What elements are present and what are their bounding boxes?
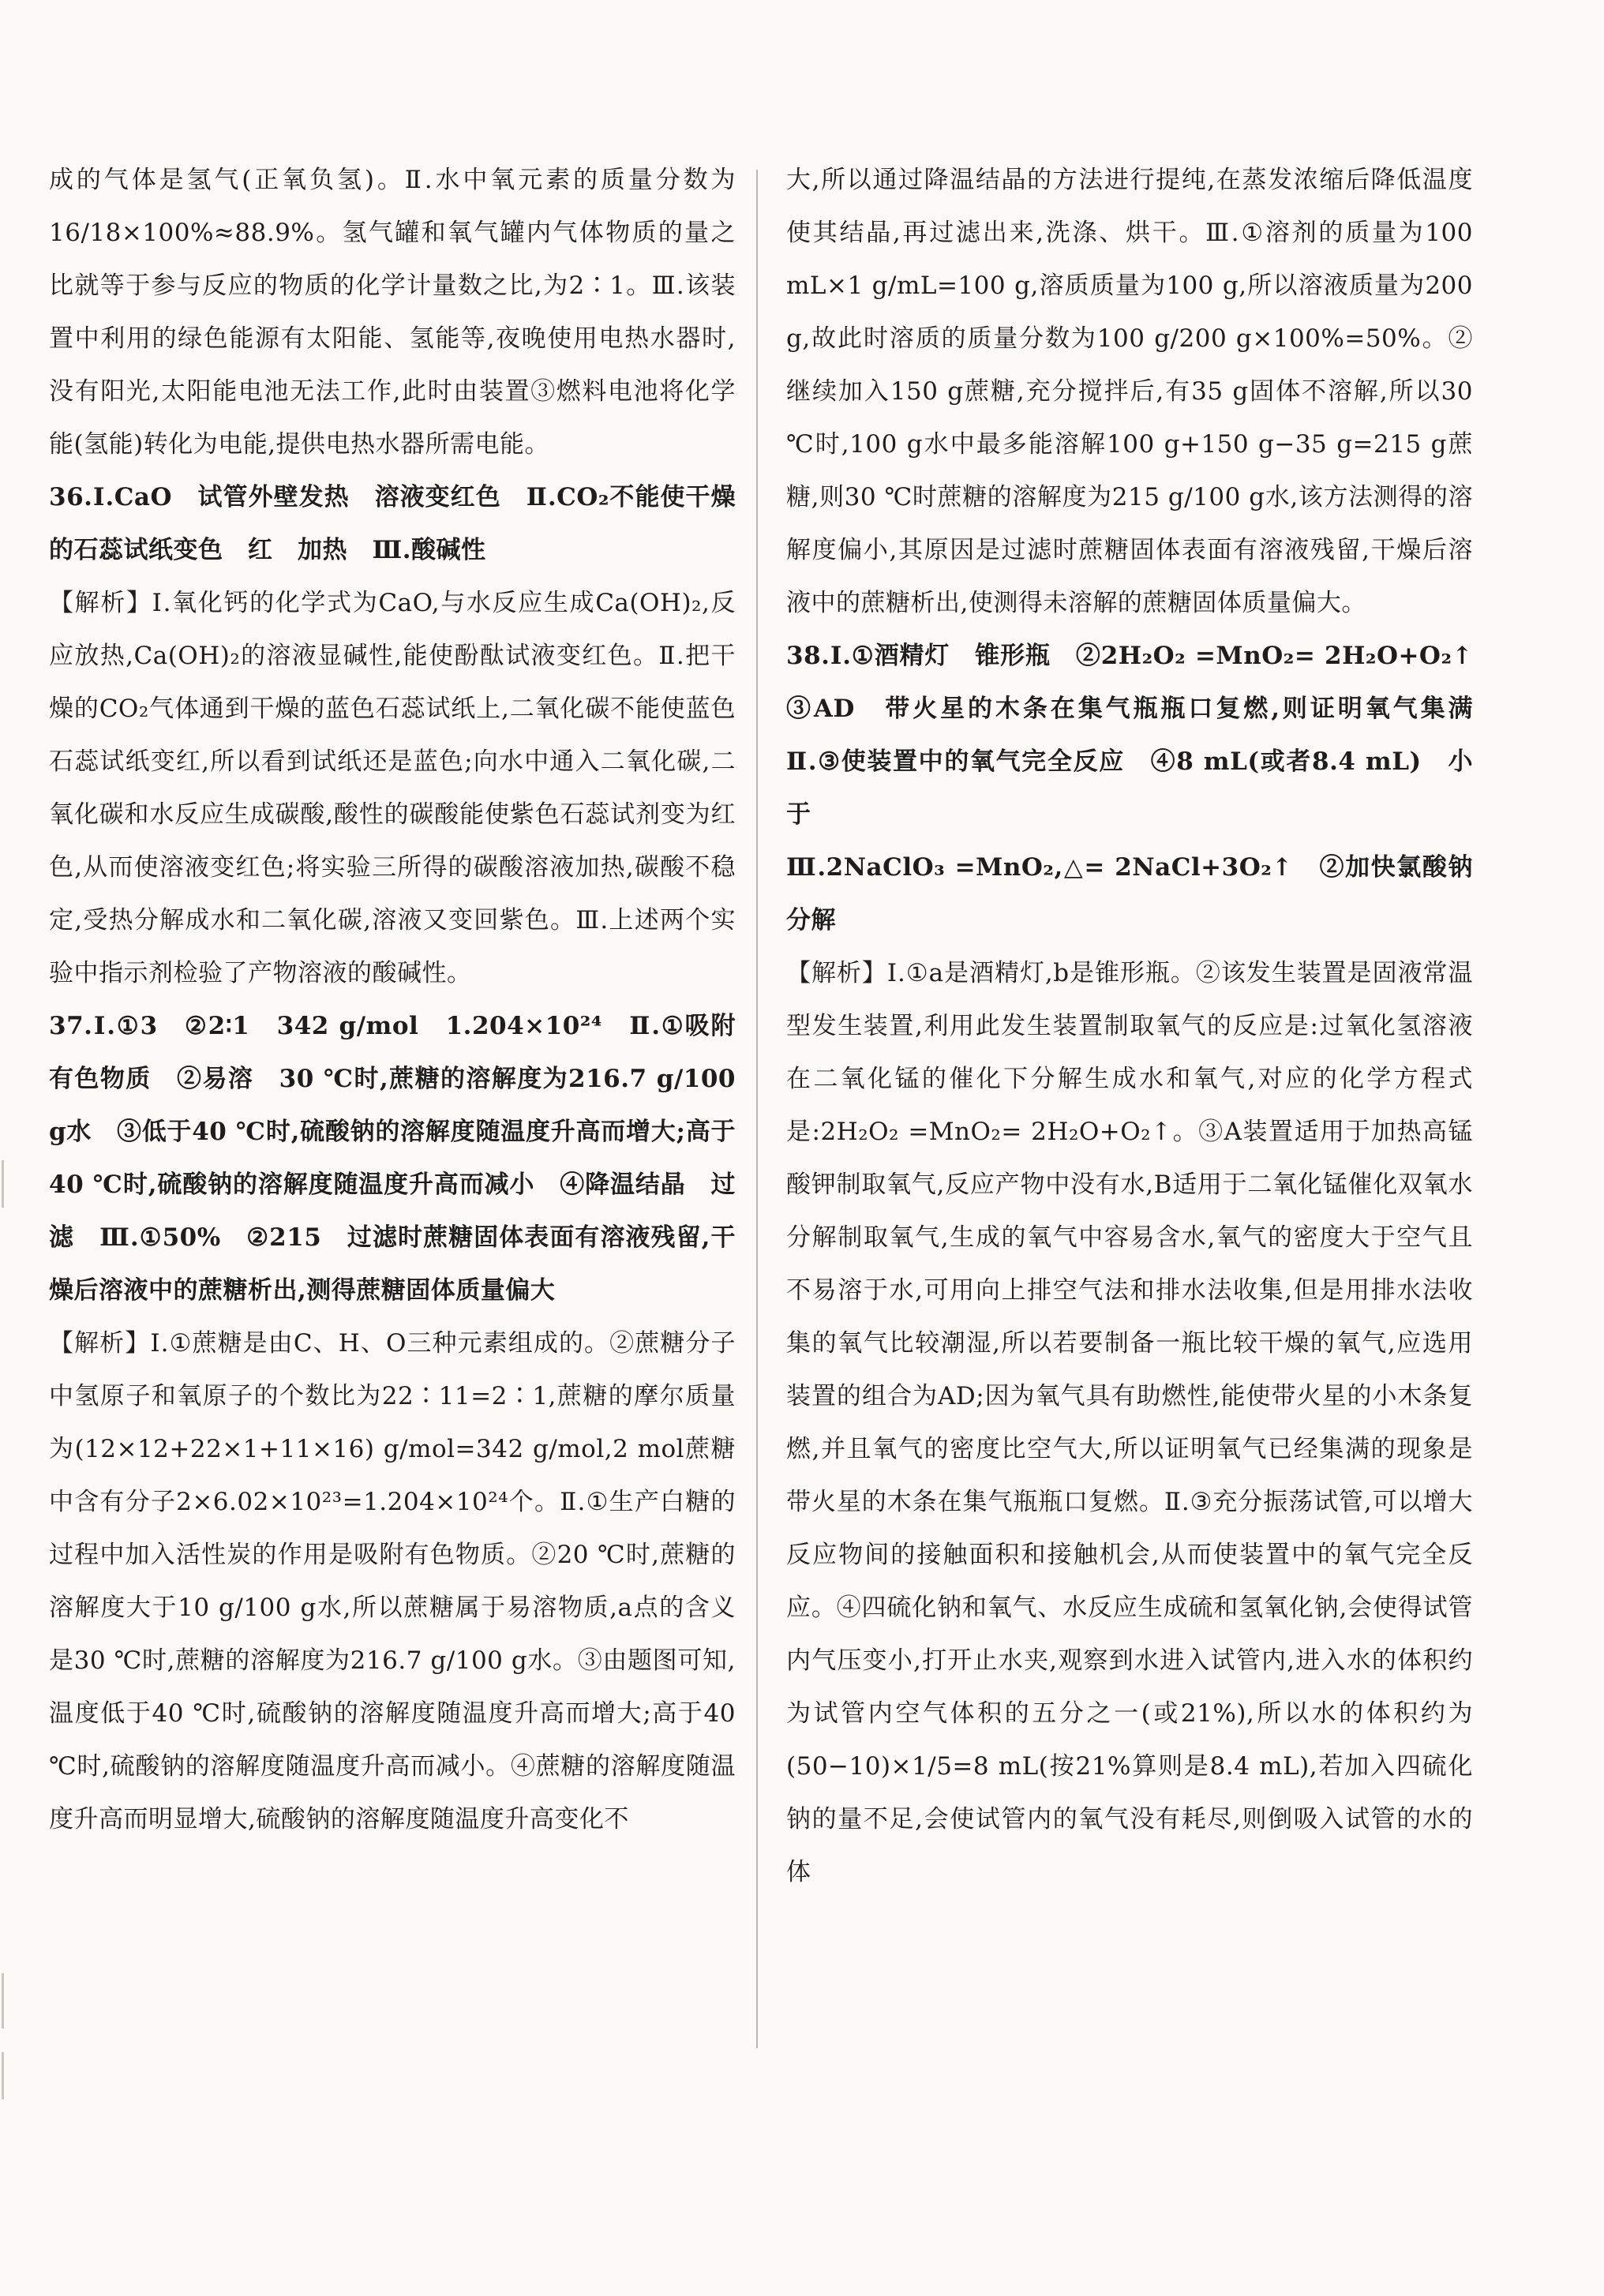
- analysis-paragraph: 【解析】Ⅰ.氧化钙的化学式为CaO,与水反应生成Ca(OH)₂,反应放热,Ca(OH)₂的溶液显碱性,能使酚酞试液变红色。Ⅱ.把干燥的CO₂气体通到干燥的蓝色石蕊试纸上,二氧化碳不能使蓝色石蕊试纸变红,所以看到试纸还是蓝色;向水中通入二氧化碳,二氧化碳和水反应生成碳酸,酸性的碳酸能使紫色石蕊试剂变为红色,从而使溶液变红色;将实验三所得的碳酸溶液加热,碳酸不稳定,受热分解成水和二氧化碳,溶液又变回紫色。Ⅲ.上述两个实验中指示剂检验了产物溶液的酸碱性。: [49, 589, 736, 987]
- scan-edge-mark: [2, 1160, 4, 1208]
- left-column: [49, 154, 736, 1846]
- scan-edge-mark: [2, 2052, 4, 2099]
- right-column: [786, 154, 1498, 1899]
- analysis-paragraph: 【解析】Ⅰ.①蔗糖是由C、H、O三种元素组成的。②蔗糖分子中氢原子和氧原子的个数比为22∶11=2∶1,蔗糖的摩尔质量为(12×12+22×1+11×16) g/mol=342 g/mol,2 mol蔗糖中含有分子2×6.02×10²³=1.204×10²⁴个。Ⅱ.①生产白糖的过程中加入活性炭的作用是吸附有色物质。②20 ℃时,蔗糖的溶解度大于10 g/100 g水,所以蔗糖属于易溶物质,a点的含义是30 ℃时,蔗糖的溶解度为216.7 g/100 g水。③由题图可知,温度低于40 ℃时,硫酸钠的溶解度随温度升高而增大;高于40 ℃时,硫酸钠的溶解度随温度升高而减小。④蔗糖的溶解度随温度升高而明显增大,硫酸钠的溶解度随温度升高变化不: [49, 1329, 736, 1833]
- answer-paragraph: 38.Ⅰ.①酒精灯 锥形瓶 ②2H₂O₂ =MnO₂= 2H₂O+O₂↑ ③AD 带火星的木条在集气瓶瓶口复燃,则证明氧气集满 Ⅱ.③使装置中的氧气完全反应 ④8 mL(或者8.4 mL) 小于: [786, 642, 1498, 829]
- analysis-paragraph: 【解析】Ⅰ.①a是酒精灯,b是锥形瓶。②该发生装置是固液常温型发生装置,利用此发生装置制取氧气的反应是:过氧化氢溶液在二氧化锰的催化下分解生成水和氧气,对应的化学方程式是:2H₂O₂ =MnO₂= 2H₂O+O₂↑。③A装置适用于加热高锰酸钾制取氧气,反应产物中没有水,B适用于二氧化锰催化双氧水分解制取氧气,生成的氧气中容易含水,氧气的密度大于空气且不易溶于水,可用向上排空气法和排水法收集,但是用排水法收集的氧气比较潮湿,所以若要制备一瓶比较干燥的氧气,应选用装置的组合为AD;因为氧气具有助燃性,能使带火星的小木条复燃,并且氧气的密度比空气大,所以证明氧气已经集满的现象是带火星的木条在集气瓶瓶口复燃。Ⅱ.③充分振荡试管,可以增大反应物间的接触面积和接触机会,从而使装置中的氧气完全反应。④四硫化钠和氧气、水反应生成硫和氢氧化钠,会使得试管内气压变小,打开止水夹,观察到水进入试管内,进入水的体积约为试管内空气体积的五分之一(或21%),所以水的体积约为(50−10)×1/5=8 mL(按21%算则是8.4 mL),若加入四硫化钠的量不足,会使试管内的氧气没有耗尽,则倒吸入试管的水的体: [786, 959, 1473, 1886]
- analysis-paragraph: 大,所以通过降温结晶的方法进行提纯,在蒸发浓缩后降低温度使其结晶,再过滤出来,洗涤、烘干。Ⅲ.①溶剂的质量为100 mL×1 g/mL=100 g,溶质质量为100 g,所以溶液质量为200 g,故此时溶质的质量分数为100 g/200 g×100%=50%。②继续加入150 g蔗糖,充分搅拌后,有35 g固体不溶解,所以30 ℃时,100 g水中最多能溶解100 g+150 g−35 g=215 g蔗糖,则30 ℃时蔗糖的溶解度为215 g/100 g水,该方法测得的溶解度偏小,其原因是过滤时蔗糖固体表面有溶液残留,干燥后溶液中的蔗糖析出,使测得未溶解的蔗糖固体质量偏大。: [786, 166, 1473, 617]
- scan-edge-mark: [2, 1973, 4, 2028]
- answer-paragraph: 36.Ⅰ.CaO 试管外壁发热 溶液变红色 Ⅱ.CO₂不能使干燥的石蕊试纸变色 红 加热 Ⅲ.酸碱性: [49, 483, 736, 564]
- answer-paragraph: 成的气体是氢气(正氧负氢)。Ⅱ.水中氧元素的质量分数为16/18×100%≈88.9%。氢气罐和氧气罐内气体物质的量之比就等于参与反应的物质的化学计量数之比,为2∶1。Ⅲ.该装置中利用的绿色能源有太阳能、氢能等,夜晚使用电热水器时,没有阳光,太阳能电池无法工作,此时由装置③燃料电池将化学能(氢能)转化为电能,提供电热水器所需电能。: [49, 166, 736, 459]
- column-divider: [756, 170, 758, 2048]
- answer-paragraph: Ⅲ.2NaClO₃ =MnO₂,△= 2NaCl+3O₂↑ ②加快氯酸钠分解: [786, 853, 1473, 935]
- answer-paragraph: 37.Ⅰ.①3 ②2∶1 342 g/mol 1.204×10²⁴ Ⅱ.①吸附有色物质 ②易溶 30 ℃时,蔗糖的溶解度为216.7 g/100 g水 ③低于40 ℃时,硫酸钠的溶解度随温度升高而增大;高于40 ℃时,硫酸钠的溶解度随温度升高而减小 ④降温结晶 过滤 Ⅲ.①50% ②215 过滤时蔗糖固体表面有溶液残留,干燥后溶液中的蔗糖析出,测得蔗糖固体质量偏大: [49, 1012, 736, 1305]
